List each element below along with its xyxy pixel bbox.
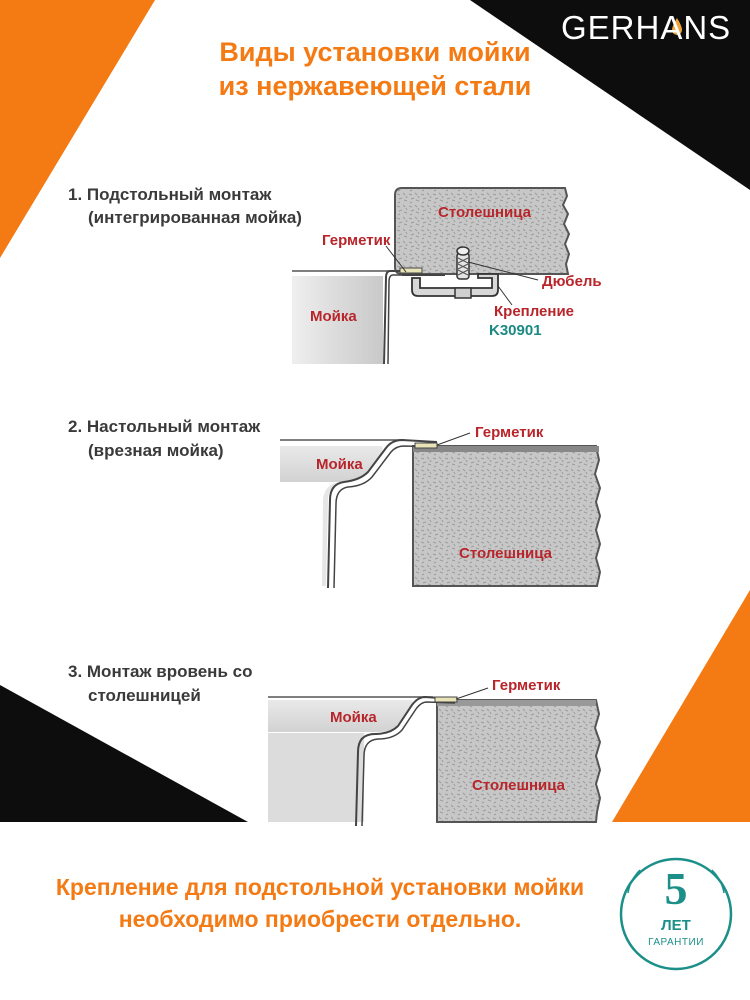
section-3-sealant-label: Герметик: [492, 677, 561, 694]
orange-corner-right: [612, 590, 750, 822]
warranty-caption: ГАРАНТИИ: [648, 937, 704, 948]
section-1-countertop-label: Столешница: [438, 204, 531, 221]
section-2-sealant-label: Герметик: [475, 424, 544, 441]
section-2-countertop-label: Столешница: [459, 545, 552, 562]
sealant-2: [415, 443, 437, 448]
page-title-line-2: из нержавеющей стали: [218, 71, 532, 101]
countertop-2: [413, 446, 600, 586]
section-1-dowel-label: Дюбель: [542, 273, 602, 290]
warranty-years-unit: ЛЕТ: [661, 917, 691, 934]
section-3-subtitle: столешницей: [88, 686, 201, 705]
section-1-sealant-label: Герметик: [322, 232, 391, 249]
section-1-subtitle: (интегрированная мойка): [88, 208, 302, 227]
brand-logo: GERHANS: [561, 9, 732, 46]
sealant-3: [435, 697, 457, 702]
section-1-mount-code: K30901: [489, 322, 542, 339]
section-2-subtitle: (врезная мойка): [88, 441, 224, 460]
page-title-line-1: Виды установки мойки: [219, 37, 531, 67]
countertop-1: [395, 188, 569, 274]
section-2-sink-label: Мойка: [316, 456, 363, 473]
warranty-years-number: 5: [664, 863, 688, 914]
section-3-sink-label: Мойка: [330, 709, 377, 726]
diagram-flush: [268, 688, 600, 826]
footer-note-line-1: Крепление для подстольной установки мойки: [55, 874, 585, 900]
footer-note-line-2: необходимо приобрести отдельно.: [118, 906, 522, 932]
section-1-title: 1. Подстольный монтаж: [68, 185, 272, 204]
countertop-3: [437, 700, 600, 822]
section-2-title: 2. Настольный монтаж: [68, 417, 261, 436]
section-1-mount-label: Крепление: [494, 303, 575, 320]
section-1-sink-label: Мойка: [310, 308, 357, 325]
section-3-title: 3. Монтаж вровень со: [68, 662, 253, 681]
section-3-countertop-label: Столешница: [472, 777, 565, 794]
